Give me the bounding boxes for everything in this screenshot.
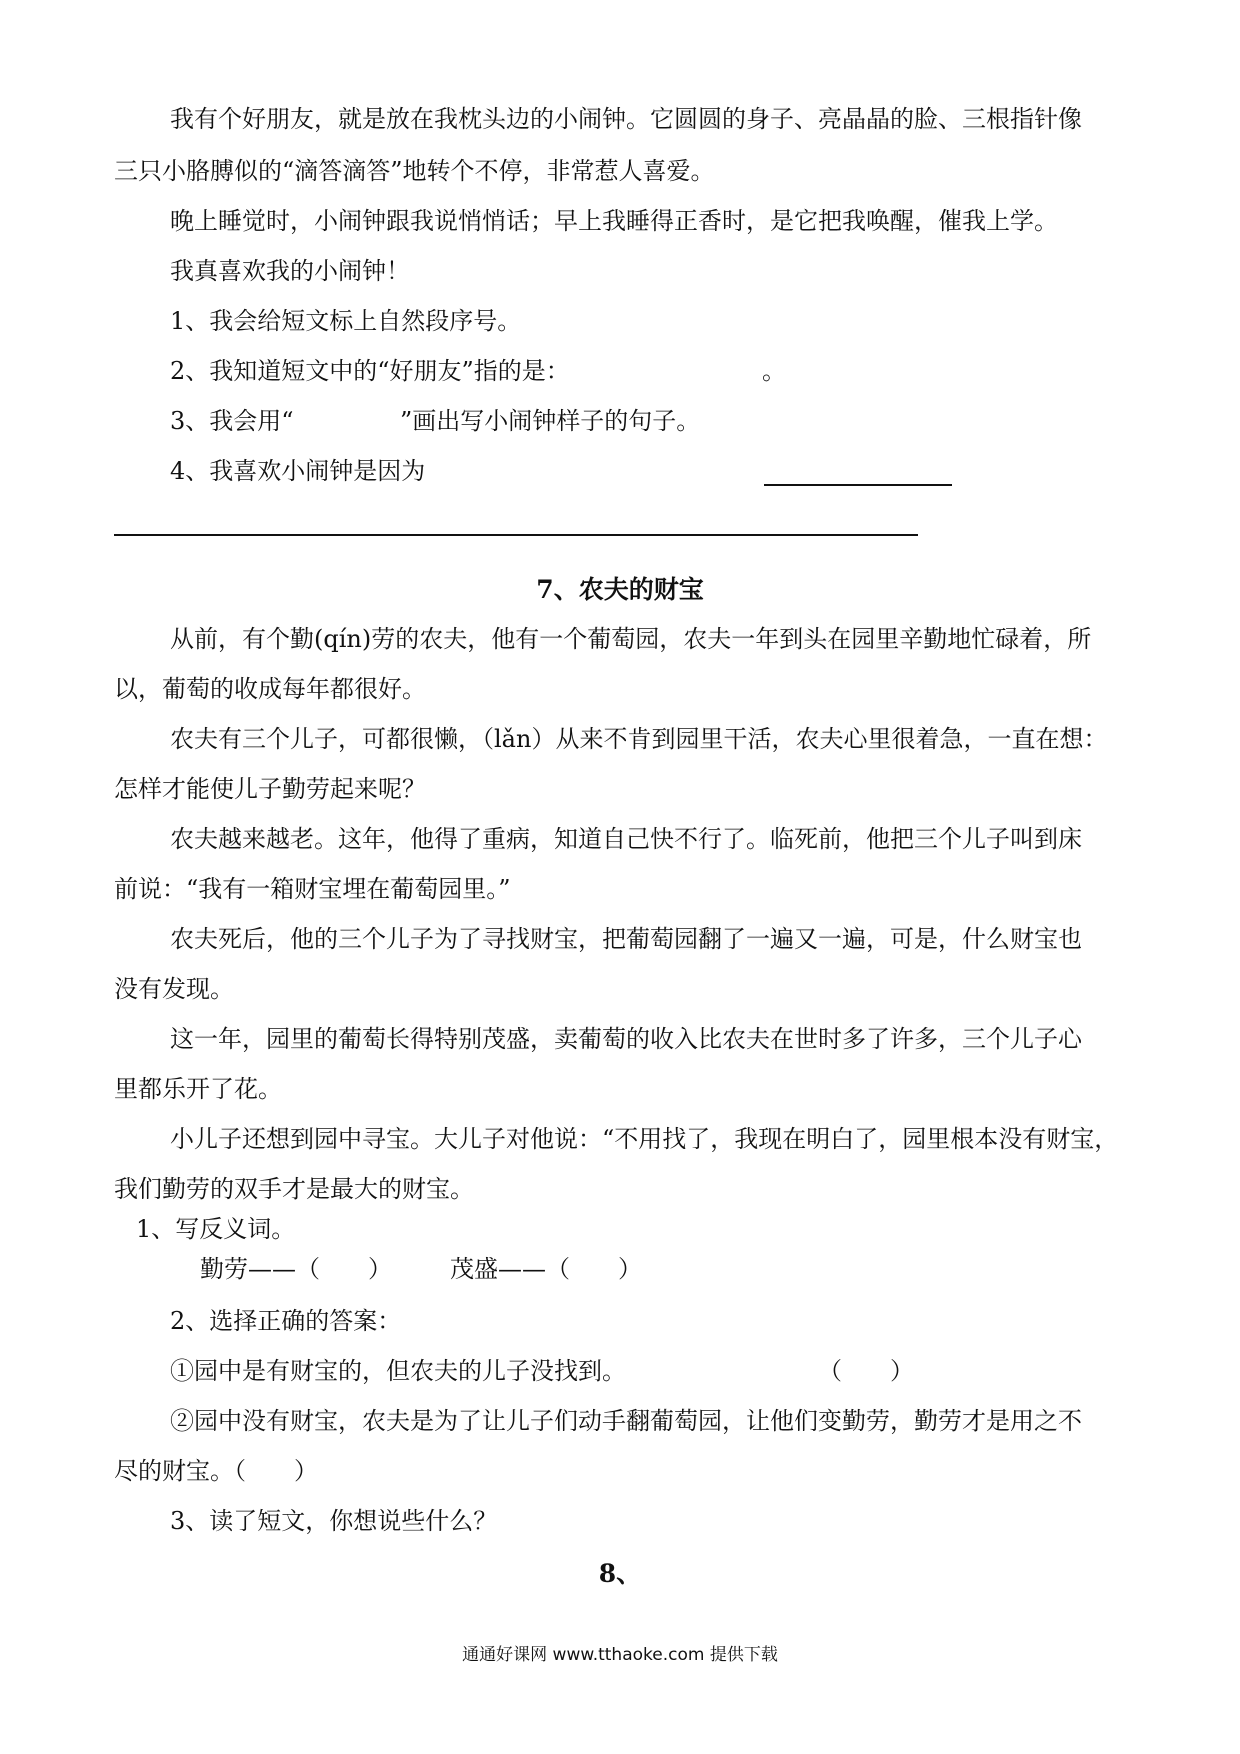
answer-blank-line — [764, 484, 952, 486]
option-2-continued: 尽的财宝。（ ） — [114, 1457, 318, 1485]
paragraph-line: 小儿子还想到园中寻宝。大儿子对他说：“不用找了，我现在明白了，园里根本没有财宝， — [170, 1125, 1119, 1153]
paragraph-line: 这一年，园里的葡萄长得特别茂盛，卖葡萄的收入比农夫在世时多了许多，三个儿子心 — [170, 1025, 1082, 1053]
page-footer: 通通好课网 www.tthaoke.com 提供下载 — [462, 1645, 778, 1665]
question-4: 4、我喜欢小闹钟是因为 — [170, 457, 426, 485]
question-3-end: ”画出写小闹钟样子的句子。 — [400, 407, 701, 435]
section-title: 8、 — [598, 1559, 642, 1588]
antonym-item: 茂盛——（ ） — [450, 1255, 642, 1283]
option-1: ①园中是有财宝的，但农夫的儿子没找到。 — [170, 1357, 626, 1385]
question-2: 2、选择正确的答案： — [170, 1307, 402, 1335]
paragraph-line: 以，葡萄的收成每年都很好。 — [114, 675, 426, 703]
question-2: 2、我知道短文中的“好朋友”指的是： — [170, 357, 570, 385]
section-title: 7、农夫的财宝 — [536, 575, 704, 604]
paragraph-line: 农夫越来越老。这年，他得了重病，知道自己快不行了。临死前，他把三个儿子叫到床 — [170, 825, 1082, 853]
paragraph-line: 我有个好朋友，就是放在我枕头边的小闹钟。它圆圆的身子、亮晶晶的脸、三根指针像 — [170, 105, 1082, 133]
option-1-answer-parens: （ ） — [818, 1357, 914, 1385]
answer-blank-line — [114, 534, 918, 536]
option-2: ②园中没有财宝，农夫是为了让儿子们动手翻葡萄园，让他们变勤劳，勤劳才是用之不 — [170, 1407, 1082, 1435]
question-2-end: 。 — [762, 357, 786, 385]
paragraph-line: 我真喜欢我的小闹钟！ — [170, 257, 410, 285]
paragraph-line: 里都乐开了花。 — [114, 1075, 282, 1103]
question-3-start: 3、我会用“ — [170, 407, 294, 435]
paragraph-line: 我们勤劳的双手才是最大的财宝。 — [114, 1175, 474, 1203]
question-1: 1、写反义词。 — [136, 1215, 296, 1243]
paragraph-line: 农夫死后，他的三个儿子为了寻找财宝，把葡萄园翻了一遍又一遍，可是，什么财宝也 — [170, 925, 1082, 953]
paragraph-line: 从前，有个勤(qín)劳的农夫，他有一个葡萄园，农夫一年到头在园里辛勤地忙碌着，所 — [170, 625, 1092, 653]
paragraph-line: 怎样才能使儿子勤劳起来呢？ — [114, 775, 426, 803]
question-3: 3、读了短文，你想说些什么？ — [170, 1507, 498, 1535]
paragraph-line: 没有发现。 — [114, 975, 234, 1003]
paragraph-line: 前说：“我有一箱财宝埋在葡萄园里。” — [114, 875, 511, 903]
antonym-item: 勤劳——（ ） — [200, 1255, 392, 1283]
paragraph-line: 三只小胳膊似的“滴答滴答”地转个不停，非常惹人喜爱。 — [114, 157, 715, 185]
paragraph-line: 农夫有三个儿子，可都很懒，（lǎn）从来不肯到园里干活，农夫心里很着急，一直在想： — [170, 725, 1108, 753]
question-1: 1、我会给短文标上自然段序号。 — [170, 307, 522, 335]
paragraph-line: 晚上睡觉时，小闹钟跟我说悄悄话；早上我睡得正香时，是它把我唤醒，催我上学。 — [170, 207, 1058, 235]
